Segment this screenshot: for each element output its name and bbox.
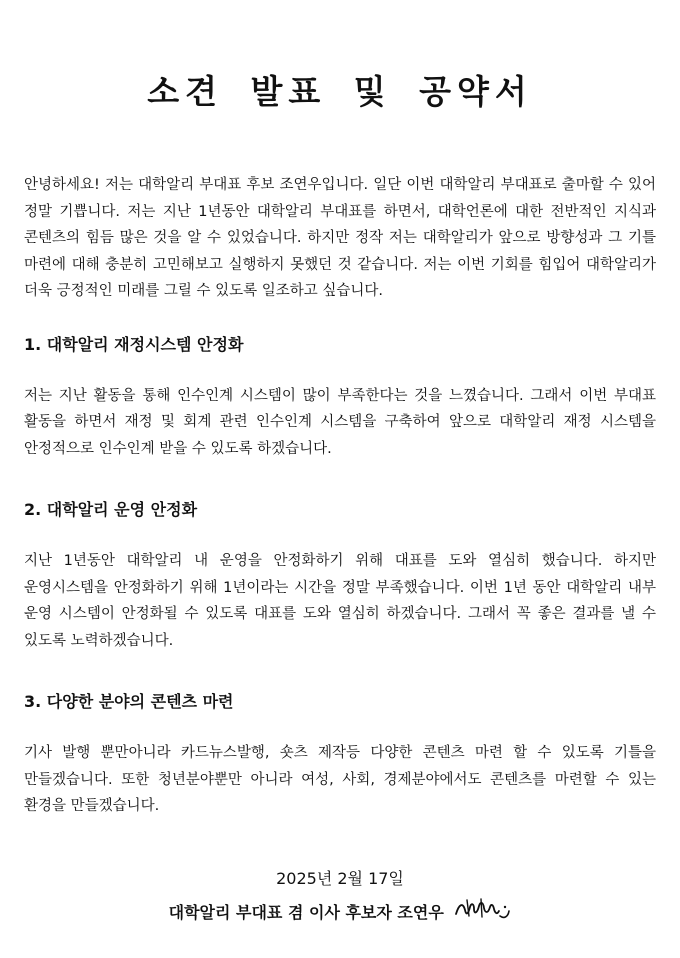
signer-line — [24, 896, 656, 931]
document-date: 2025년 2월 17일 — [276, 868, 404, 888]
section-1-body: 저는 지난 활동을 통해 인수인계 시스템이 많이 부족한다는 것을 느꼈습니다. 그래서 이번 부대표 활동을 하면서 재정 및 회계 관련 인수인계 시스템을 구축하여 앞으로 대학알리 재정 시스템을 안정적으로 인수인계 받을 수 있도록 하겠습니다. — [24, 387, 656, 457]
signer-name: 대학알리 부대표 겸 이사 후보자 조연우 — [168, 902, 444, 922]
section-3-heading: 3. 다양한 분야의 콘텐츠 마련 — [24, 692, 234, 711]
intro-paragraph: 안녕하세요! 저는 대학알리 부대표 후보 조연우입니다. 일단 이번 대학알리 부대표로 출마할 수 있어 정말 기쁩니다. 저는 지난 1년동안 대학알리 부대표를 하면서, 대학언론에 대한 전반적인 지식과 콘텐츠의 힘듬 많은 것을 알 수 있었습니다. 하지만 정작 저는 대학알리가 앞으로 방향성과 그 기틀 마련에 대해 충분히 고민해보고 실행하지 못했던 것 같습니다. 저는 이번 기회를 힘입어 대학알리가 더욱 긍정적인 미래를 그릴 수 있도록 일조하고 싶습니다. — [24, 177, 656, 299]
section-1-heading: 1. 대학알리 재정시스템 안정화 — [24, 334, 244, 354]
section-2-body: 지난 1년동안 대학알리 내 운영을 안정화하기 위해 대표를 도와 열심히 했습니다. 하지만 운영시스템을 안정화하기 위해 1년이라는 시간을 정말 부족했습니다. 이번 1년 동안 대학알리 내부 운영 시스템이 안정화될 수 있도록 대표를 도와 열심히 하겠습니다. 그래서 꼭 좋은 결과를 낼 수 있도록 노력하겠습니다. — [24, 553, 656, 649]
section-2-heading: 2. 대학알리 운영 안정화 — [24, 500, 198, 519]
handwritten-signature — [453, 896, 511, 931]
section-3-body: 기사 발행 뿐만아니라 카드뉴스발행, 숏츠 제작등 다양한 콘텐츠 마련 할 수 있도록 기틀을 만들겠습니다. 또한 청년분야뿐만 아니라 여성, 사회, 경제분야에서도 콘텐츠를 마련할 수 있는 환경을 만들겠습니다. — [24, 745, 656, 814]
document-title: 소견 발표 및 공약서 — [147, 72, 533, 111]
